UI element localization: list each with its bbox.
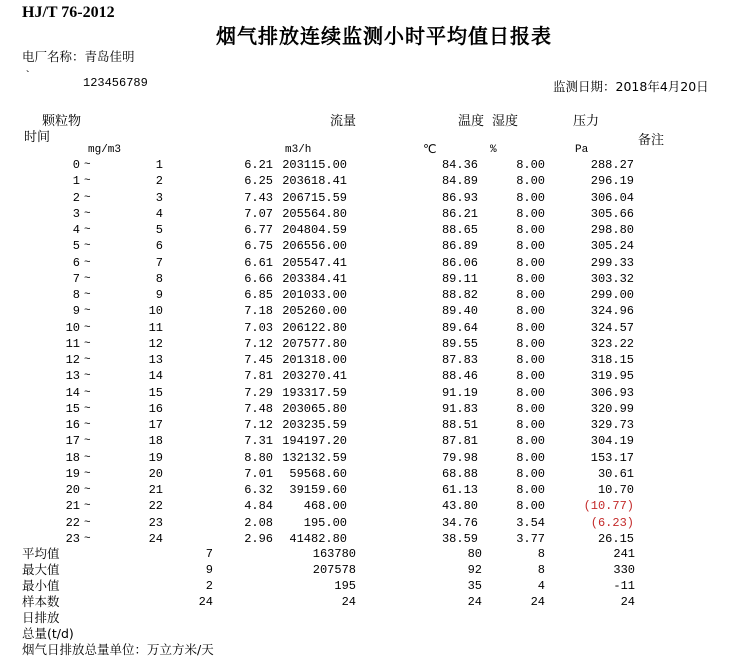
table-row bbox=[0, 190, 736, 206]
hour-end: 18 bbox=[148, 434, 163, 449]
hour-end: 2 bbox=[155, 174, 163, 189]
pm-value: 6.66 bbox=[244, 271, 273, 286]
flow-value: 203065.80 bbox=[282, 401, 347, 416]
pressure-value: 30.61 bbox=[597, 466, 634, 481]
hour-start: 23 bbox=[65, 531, 80, 546]
temperature-value: 68.88 bbox=[441, 466, 478, 481]
hour-start: 16 bbox=[65, 418, 80, 432]
range-tilde: ~ bbox=[84, 419, 91, 431]
temperature-value: 88.82 bbox=[441, 288, 478, 302]
hour-end: 15 bbox=[148, 385, 163, 400]
flow-value: 193317.59 bbox=[282, 385, 347, 400]
unit-humidity: % bbox=[490, 144, 497, 156]
flow-value: 207577.80 bbox=[282, 336, 347, 351]
pm-value: 6.32 bbox=[244, 483, 273, 497]
pressure-value: (6.23) bbox=[590, 515, 634, 530]
flow-value: 468.00 bbox=[303, 499, 347, 514]
hour-end: 19 bbox=[148, 450, 163, 465]
unit-flow: m3/h bbox=[285, 144, 312, 156]
humidity-value: 8.00 bbox=[516, 190, 545, 205]
hour-start: 17 bbox=[65, 434, 80, 449]
summary-pressure: 330 bbox=[613, 563, 635, 577]
pm-value: 7.81 bbox=[244, 369, 273, 384]
pressure-value: 298.80 bbox=[590, 223, 634, 237]
pressure-value: 10.70 bbox=[597, 483, 634, 497]
pm-value: 2.08 bbox=[244, 515, 273, 530]
summary-humidity: 24 bbox=[530, 595, 545, 609]
tick-mark: ` bbox=[24, 69, 32, 83]
flow-value: 203618.41 bbox=[282, 174, 347, 189]
summary-flow: 163780 bbox=[312, 547, 356, 561]
table-row bbox=[0, 352, 736, 368]
temperature-value: 79.98 bbox=[441, 450, 478, 465]
summary-humidity: 8 bbox=[537, 563, 545, 577]
unit-pressure: Pa bbox=[575, 144, 589, 156]
temperature-value: 86.06 bbox=[441, 255, 478, 270]
hour-end: 21 bbox=[148, 483, 163, 497]
flow-value: 41482.80 bbox=[289, 531, 347, 546]
pressure-value: 329.73 bbox=[590, 418, 634, 432]
pressure-value: 299.00 bbox=[590, 288, 634, 302]
col-header-humidity: 湿度 bbox=[492, 114, 519, 129]
range-tilde: ~ bbox=[84, 516, 91, 529]
hour-start: 8 bbox=[72, 288, 80, 302]
temperature-value: 61.13 bbox=[441, 483, 478, 497]
pm-value: 6.21 bbox=[244, 158, 273, 172]
plant-code: 123456789 bbox=[83, 76, 148, 90]
hour-start: 12 bbox=[65, 353, 80, 367]
flow-value: 201033.00 bbox=[282, 288, 347, 302]
col-header-temperature: 温度 bbox=[458, 114, 485, 129]
hour-start: 11 bbox=[65, 336, 80, 351]
range-tilde: ~ bbox=[84, 435, 91, 448]
summary-temperature: 80 bbox=[467, 547, 482, 561]
pressure-value: 306.93 bbox=[590, 385, 634, 400]
humidity-value: 8.00 bbox=[516, 385, 545, 400]
col-header-particulate: 颗粒物 bbox=[42, 114, 82, 129]
hour-start: 1 bbox=[72, 174, 80, 189]
range-tilde: ~ bbox=[84, 484, 91, 496]
hour-end: 13 bbox=[148, 353, 163, 367]
flow-value: 201318.00 bbox=[282, 353, 347, 367]
hour-end: 20 bbox=[148, 466, 163, 481]
table-row bbox=[0, 255, 736, 271]
range-tilde: ~ bbox=[84, 191, 91, 204]
pm-value: 8.80 bbox=[244, 450, 273, 465]
table-row bbox=[0, 433, 736, 449]
hour-start: 2 bbox=[72, 190, 80, 205]
range-tilde: ~ bbox=[84, 305, 91, 318]
temperature-value: 84.36 bbox=[441, 158, 478, 172]
pressure-value: 320.99 bbox=[590, 401, 634, 416]
hour-start: 19 bbox=[65, 466, 80, 481]
flow-value: 206556.00 bbox=[282, 239, 347, 254]
flow-value: 39159.60 bbox=[289, 483, 347, 497]
humidity-value: 8.00 bbox=[516, 288, 545, 302]
plant-name-line bbox=[22, 47, 135, 65]
range-tilde: ~ bbox=[84, 500, 91, 513]
table-row bbox=[0, 401, 736, 417]
pressure-value: (10.77) bbox=[583, 499, 634, 514]
temperature-value: 89.55 bbox=[441, 336, 478, 351]
hour-start: 14 bbox=[65, 385, 80, 400]
hour-end: 14 bbox=[148, 369, 163, 384]
temperature-value: 84.89 bbox=[441, 174, 478, 189]
summary-pm: 7 bbox=[205, 547, 213, 561]
hour-start: 0 bbox=[72, 158, 80, 172]
table-row bbox=[0, 450, 736, 466]
standard-code: HJ/T 76-2012 bbox=[22, 4, 115, 21]
humidity-value: 8.00 bbox=[516, 353, 545, 367]
humidity-value: 8.00 bbox=[516, 401, 545, 416]
humidity-value: 8.00 bbox=[516, 206, 545, 221]
table-row bbox=[0, 222, 736, 238]
temperature-value: 89.40 bbox=[441, 304, 478, 319]
plant-name-value: 青岛佳明 bbox=[84, 49, 135, 64]
hour-start: 5 bbox=[72, 239, 80, 254]
summary-row bbox=[0, 562, 736, 578]
summary-temperature: 92 bbox=[467, 563, 482, 577]
table-row bbox=[0, 287, 736, 303]
pm-value: 2.96 bbox=[244, 531, 273, 546]
summary-label: 日排放 bbox=[22, 610, 60, 625]
table-row bbox=[0, 238, 736, 254]
table-row bbox=[0, 482, 736, 498]
hour-end: 5 bbox=[155, 223, 163, 237]
flow-value: 132132.59 bbox=[282, 450, 347, 465]
summary-pm: 2 bbox=[205, 579, 213, 593]
pm-value: 7.07 bbox=[244, 206, 273, 221]
pm-value: 6.85 bbox=[244, 288, 273, 302]
summary-flow: 195 bbox=[334, 579, 356, 593]
pressure-value: 324.96 bbox=[590, 304, 634, 319]
hour-end: 22 bbox=[148, 499, 163, 514]
pm-value: 7.12 bbox=[244, 336, 273, 351]
temperature-value: 88.51 bbox=[441, 418, 478, 432]
summary-row bbox=[0, 594, 736, 610]
humidity-value: 3.77 bbox=[516, 531, 545, 546]
hour-start: 21 bbox=[65, 499, 80, 514]
temperature-value: 86.21 bbox=[441, 206, 478, 221]
flow-value: 205547.41 bbox=[282, 255, 347, 270]
pressure-value: 318.15 bbox=[590, 353, 634, 367]
humidity-value: 8.00 bbox=[516, 369, 545, 384]
flow-value: 59568.60 bbox=[289, 466, 347, 481]
temperature-value: 38.59 bbox=[441, 531, 478, 546]
humidity-value: 8.00 bbox=[516, 304, 545, 319]
pressure-value: 153.17 bbox=[590, 450, 634, 465]
humidity-value: 8.00 bbox=[516, 434, 545, 449]
hour-end: 7 bbox=[155, 255, 163, 270]
col-header-flow: 流量 bbox=[330, 114, 357, 129]
temperature-value: 86.93 bbox=[441, 190, 478, 205]
flow-value: 203235.59 bbox=[282, 418, 347, 432]
range-tilde: ~ bbox=[84, 386, 91, 399]
table-row bbox=[0, 206, 736, 222]
pm-value: 7.18 bbox=[244, 304, 273, 319]
humidity-value: 3.54 bbox=[516, 515, 545, 530]
temperature-value: 89.11 bbox=[441, 271, 478, 286]
pressure-value: 296.19 bbox=[590, 174, 634, 189]
range-tilde: ~ bbox=[84, 207, 91, 220]
pressure-value: 288.27 bbox=[590, 158, 634, 172]
range-tilde: ~ bbox=[84, 175, 91, 188]
summary-row bbox=[0, 578, 736, 594]
hour-end: 10 bbox=[148, 304, 163, 319]
range-tilde: ~ bbox=[84, 321, 91, 334]
pressure-value: 324.57 bbox=[590, 320, 634, 335]
table-row bbox=[0, 368, 736, 384]
hour-end: 4 bbox=[155, 206, 163, 221]
range-tilde: ~ bbox=[84, 370, 91, 383]
temperature-value: 88.46 bbox=[441, 369, 478, 384]
temperature-value: 34.76 bbox=[441, 515, 478, 530]
humidity-value: 8.00 bbox=[516, 239, 545, 254]
table-row bbox=[0, 531, 736, 547]
flow-value: 195.00 bbox=[303, 515, 347, 530]
summary-row bbox=[0, 610, 736, 626]
table-row bbox=[0, 515, 736, 531]
pressure-value: 305.66 bbox=[590, 206, 634, 221]
range-tilde: ~ bbox=[84, 337, 91, 350]
humidity-value: 8.00 bbox=[516, 320, 545, 335]
table-row bbox=[0, 466, 736, 482]
pm-value: 7.45 bbox=[244, 353, 273, 367]
unit-particulate: mg/m3 bbox=[88, 144, 122, 156]
summary-pm: 9 bbox=[205, 563, 213, 577]
summary-row bbox=[0, 546, 736, 562]
hour-end: 12 bbox=[148, 336, 163, 351]
flow-value: 203115.00 bbox=[282, 158, 347, 172]
pm-value: 6.25 bbox=[244, 174, 273, 189]
pressure-value: 303.32 bbox=[590, 271, 634, 286]
pm-value: 6.77 bbox=[244, 223, 273, 237]
humidity-value: 8.00 bbox=[516, 336, 545, 351]
range-tilde: ~ bbox=[84, 532, 91, 545]
summary-pressure: 24 bbox=[620, 595, 635, 609]
range-tilde: ~ bbox=[84, 289, 91, 301]
hour-start: 18 bbox=[65, 450, 80, 465]
hour-start: 10 bbox=[65, 320, 80, 335]
unit-temperature: ℃ bbox=[423, 142, 437, 156]
range-tilde: ~ bbox=[84, 159, 91, 171]
hour-start: 22 bbox=[65, 515, 80, 530]
humidity-value: 8.00 bbox=[516, 466, 545, 481]
temperature-value: 87.81 bbox=[441, 434, 478, 449]
summary-pressure: -11 bbox=[613, 579, 635, 593]
temperature-value: 91.83 bbox=[441, 401, 478, 416]
range-tilde: ~ bbox=[84, 451, 91, 464]
report-title: 烟气排放连续监测小时平均值日报表 bbox=[216, 24, 552, 48]
pm-value: 7.31 bbox=[244, 434, 273, 449]
flow-value: 204804.59 bbox=[282, 223, 347, 237]
col-header-pressure: 压力 bbox=[573, 114, 600, 129]
humidity-value: 8.00 bbox=[516, 255, 545, 270]
summary-flow: 207578 bbox=[312, 563, 356, 577]
range-tilde: ~ bbox=[84, 256, 91, 269]
pm-value: 7.43 bbox=[244, 190, 273, 205]
temperature-value: 43.80 bbox=[441, 499, 478, 514]
temperature-value: 91.19 bbox=[441, 385, 478, 400]
pm-value: 7.03 bbox=[244, 320, 273, 335]
pressure-value: 304.19 bbox=[590, 434, 634, 449]
hour-start: 6 bbox=[72, 255, 80, 270]
humidity-value: 8.00 bbox=[516, 271, 545, 286]
humidity-value: 8.00 bbox=[516, 174, 545, 189]
table-row bbox=[0, 417, 736, 433]
table-row bbox=[0, 157, 736, 173]
temperature-value: 88.65 bbox=[441, 223, 478, 237]
flow-value: 205260.00 bbox=[282, 304, 347, 319]
pm-value: 6.61 bbox=[244, 255, 273, 270]
flow-value: 205564.80 bbox=[282, 206, 347, 221]
hour-start: 9 bbox=[72, 304, 80, 319]
range-tilde: ~ bbox=[84, 402, 91, 415]
summary-pm: 24 bbox=[198, 595, 213, 609]
hour-start: 13 bbox=[65, 369, 80, 384]
summary-label: 总量(t/d) bbox=[22, 626, 74, 641]
pressure-value: 319.95 bbox=[590, 369, 634, 384]
plant-name-label: 电厂名称： bbox=[22, 49, 85, 64]
monitor-date-label: 监测日期： bbox=[553, 79, 616, 94]
col-header-time: 时间 bbox=[24, 130, 51, 145]
pm-value: 7.01 bbox=[244, 466, 273, 481]
flow-value: 206122.80 bbox=[282, 320, 347, 335]
flow-value: 203270.41 bbox=[282, 369, 347, 384]
pm-value: 4.84 bbox=[244, 499, 273, 514]
range-tilde: ~ bbox=[84, 224, 91, 236]
humidity-value: 8.00 bbox=[516, 223, 545, 237]
pressure-value: 305.24 bbox=[590, 239, 634, 254]
hour-end: 3 bbox=[155, 190, 163, 205]
range-tilde: ~ bbox=[84, 354, 91, 366]
hour-start: 4 bbox=[72, 223, 80, 237]
table-row bbox=[0, 385, 736, 401]
summary-label: 平均值 bbox=[22, 546, 60, 561]
footer-note: 烟气日排放总量单位：万立方米/天 bbox=[22, 642, 214, 657]
hour-end: 8 bbox=[155, 271, 163, 286]
hour-end: 17 bbox=[148, 418, 163, 432]
hour-end: 24 bbox=[148, 531, 163, 546]
table-row bbox=[0, 271, 736, 287]
humidity-value: 8.00 bbox=[516, 499, 545, 514]
temperature-value: 87.83 bbox=[441, 353, 478, 367]
pm-value: 6.75 bbox=[244, 239, 273, 254]
table-row bbox=[0, 173, 736, 189]
summary-label: 最小值 bbox=[22, 578, 60, 593]
monitor-date-line bbox=[553, 77, 709, 95]
hour-end: 16 bbox=[148, 401, 163, 416]
flow-value: 194197.20 bbox=[282, 434, 347, 449]
humidity-value: 8.00 bbox=[516, 158, 545, 172]
table-row bbox=[0, 498, 736, 514]
temperature-value: 86.89 bbox=[441, 239, 478, 254]
summary-label: 最大值 bbox=[22, 562, 60, 577]
pressure-value: 306.04 bbox=[590, 190, 634, 205]
summary-temperature: 35 bbox=[467, 579, 482, 593]
hour-start: 20 bbox=[65, 483, 80, 497]
hour-end: 1 bbox=[155, 158, 163, 172]
summary-humidity: 8 bbox=[537, 547, 545, 561]
pressure-value: 323.22 bbox=[590, 336, 634, 351]
hour-start: 15 bbox=[65, 401, 80, 416]
range-tilde: ~ bbox=[84, 240, 91, 253]
hour-end: 9 bbox=[155, 288, 163, 302]
monitor-date-value: 2018年4月20日 bbox=[615, 79, 709, 94]
range-tilde: ~ bbox=[84, 272, 91, 285]
table-row bbox=[0, 336, 736, 352]
hour-start: 3 bbox=[72, 206, 80, 221]
hour-end: 6 bbox=[155, 239, 163, 254]
hour-start: 7 bbox=[72, 271, 80, 286]
flow-value: 203384.41 bbox=[282, 271, 347, 286]
pressure-value: 26.15 bbox=[597, 531, 634, 546]
pm-value: 7.12 bbox=[244, 418, 273, 432]
temperature-value: 89.64 bbox=[441, 320, 478, 335]
col-header-remark: 备注 bbox=[638, 133, 665, 148]
pressure-value: 299.33 bbox=[590, 255, 634, 270]
humidity-value: 8.00 bbox=[516, 483, 545, 497]
summary-temperature: 24 bbox=[467, 595, 482, 609]
humidity-value: 8.00 bbox=[516, 450, 545, 465]
hour-end: 23 bbox=[148, 515, 163, 530]
flow-value: 206715.59 bbox=[282, 190, 347, 205]
table-row bbox=[0, 303, 736, 319]
summary-humidity: 4 bbox=[537, 579, 545, 593]
pm-value: 7.29 bbox=[244, 385, 273, 400]
range-tilde: ~ bbox=[84, 467, 91, 480]
summary-label: 样本数 bbox=[22, 594, 60, 609]
hour-end: 11 bbox=[148, 320, 163, 335]
summary-pressure: 241 bbox=[613, 547, 635, 561]
table-row bbox=[0, 320, 736, 336]
pm-value: 7.48 bbox=[244, 401, 273, 416]
summary-flow: 24 bbox=[341, 595, 356, 609]
humidity-value: 8.00 bbox=[516, 418, 545, 432]
